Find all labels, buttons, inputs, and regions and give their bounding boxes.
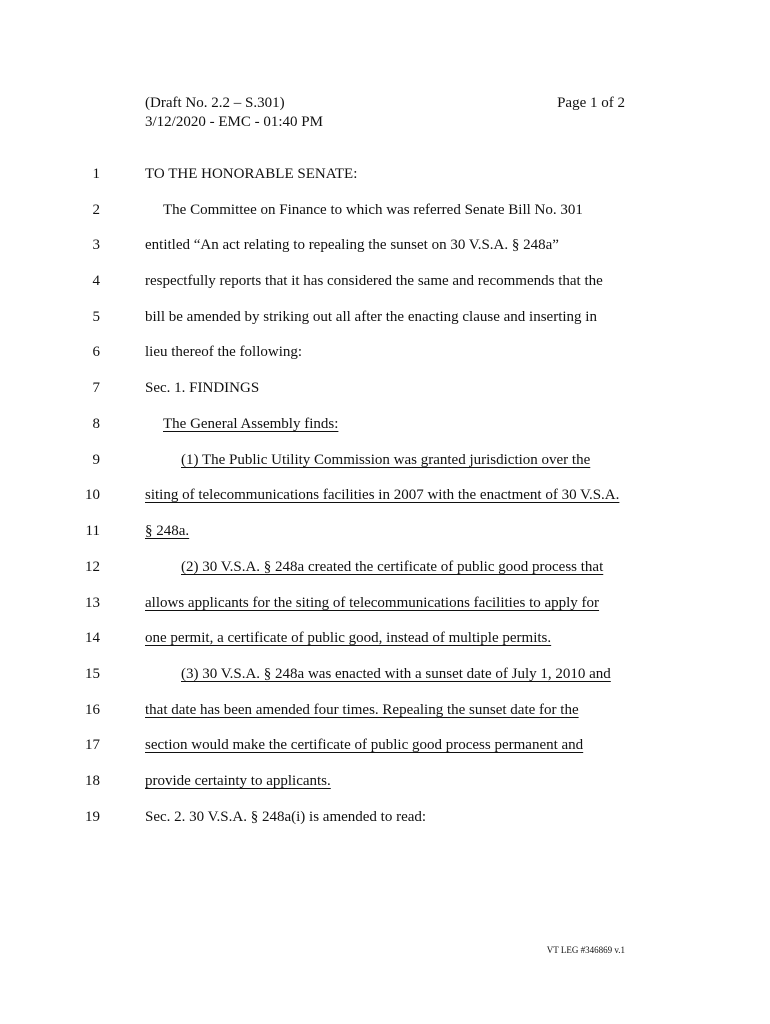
draft-date: 3/12/2020 - EMC - 01:40 PM [145,114,323,130]
text-line [0,663,770,685]
line-number: 2 [92,202,100,218]
line-number: 11 [85,523,100,539]
text-line [0,341,770,363]
line-text: TO THE HONORABLE SENATE: [145,166,358,182]
text-line [0,734,770,756]
line-text: (2) 30 V.S.A. § 248a created the certificate of public good process that [181,559,604,575]
line-text: that date has been amended four times. Repealing the sunset date for the [145,702,579,718]
line-number: 8 [92,416,100,432]
line-text: Sec. 2. 30 V.S.A. § 248a(i) is amended to read: [145,809,427,825]
text-line [0,806,770,828]
text-line [0,413,770,435]
line-number: 14 [85,630,100,646]
line-number: 17 [85,737,100,753]
line-number: 9 [92,452,100,468]
line-text: Sec. 1. FINDINGS [145,380,260,396]
line-number: 3 [92,237,100,253]
text-line [0,627,770,649]
text-line [0,163,770,185]
line-number: 16 [85,702,100,718]
line-number: 12 [85,559,100,575]
line-text: bill be amended by striking out all after the enacting clause and inserting in [145,309,597,325]
line-text: siting of telecommunications facilities in 2007 with the enactment of 30 V.S.A. [145,487,620,503]
line-number: 18 [85,773,100,789]
line-number: 10 [85,487,100,503]
line-number: 4 [92,273,100,289]
line-number: 19 [85,809,100,825]
line-text: § 248a. [145,523,190,539]
line-text: lieu thereof the following: [145,344,303,360]
draft-number: (Draft No. 2.2 – S.301) [145,95,285,111]
line-text: entitled “An act relating to repealing the sunset on 30 V.S.A. § 248a” [145,237,559,253]
line-text: provide certainty to applicants. [145,773,331,789]
text-line [0,199,770,221]
text-line [0,306,770,328]
document-header-left [145,94,323,132]
text-line [0,699,770,721]
line-text: The General Assembly finds: [163,416,339,432]
line-text: section would make the certificate of public good process permanent and [145,737,584,753]
line-text: (1) The Public Utility Commission was granted jurisdiction over the [181,452,591,468]
text-line [0,270,770,292]
line-number: 13 [85,595,100,611]
line-number: 7 [92,380,100,396]
line-number: 5 [92,309,100,325]
text-line [0,770,770,792]
text-line [0,377,770,399]
line-text: The Committee on Finance to which was referred Senate Bill No. 301 [163,202,583,218]
line-text: (3) 30 V.S.A. § 248a was enacted with a sunset date of July 1, 2010 and [181,666,611,682]
line-number: 1 [92,166,100,182]
text-line [0,592,770,614]
document-footer-id: VT LEG #346869 v.1 [546,945,625,955]
page-indicator: Page 1 of 2 [557,95,625,111]
text-line [0,234,770,256]
text-line [0,484,770,506]
line-text: respectfully reports that it has considered the same and recommends that the [145,273,603,289]
text-line [0,556,770,578]
line-number: 6 [92,344,100,360]
text-line [0,520,770,542]
text-line [0,449,770,471]
line-number: 15 [85,666,100,682]
line-text: one permit, a certificate of public good, instead of multiple permits. [145,630,552,646]
line-text: allows applicants for the siting of telecommunications facilities to apply for [145,595,600,611]
